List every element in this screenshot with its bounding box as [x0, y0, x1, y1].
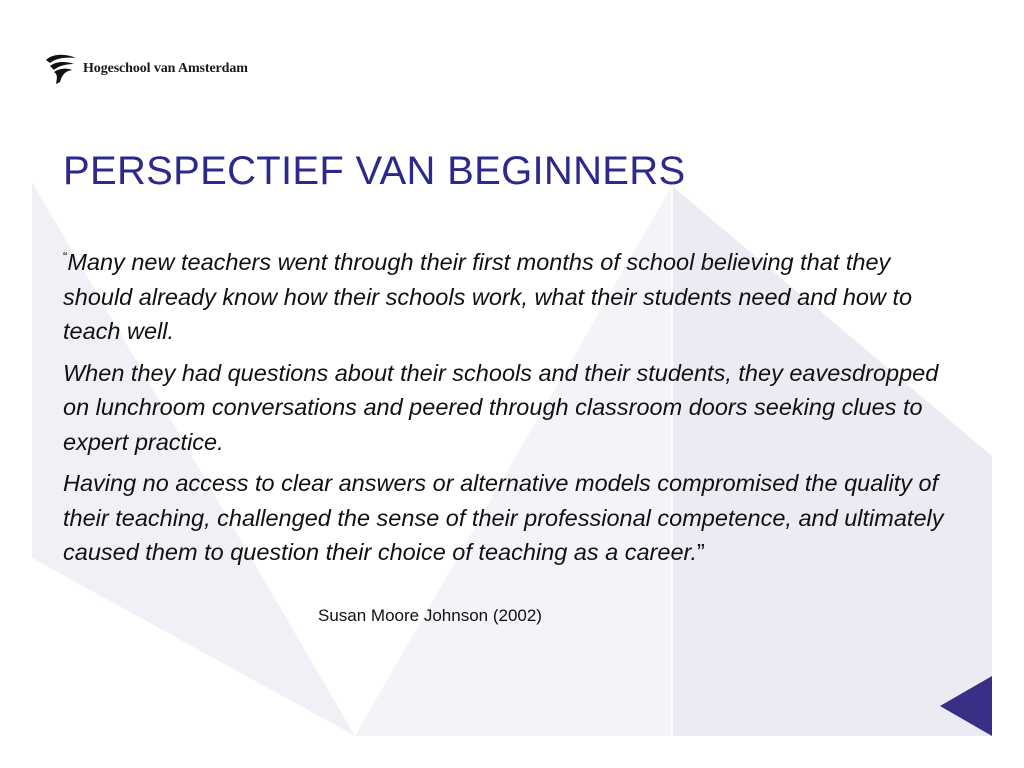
slide-title: PERSPECTIEF VAN BEGINNERS [63, 149, 686, 193]
logo-text: Hogeschool van Amsterdam [83, 61, 248, 76]
quote-paragraph-text: Many new teachers went through their first months of school believing that they should already know how their schools work, what their students need and how to teach well. [63, 249, 913, 344]
quote-paragraph [63, 356, 963, 460]
quote-paragraph [63, 240, 963, 349]
logo [44, 52, 248, 86]
quote-paragraph-text: Having no access to clear answers or alternative models compromised the quality of their teaching, challenged the sense of their professional competence, and ultimately caused them to question their choice of teaching as a career. [63, 470, 944, 565]
corner-triangle-icon [940, 676, 992, 736]
close-quote-mark: ” [697, 539, 705, 565]
hva-swoosh-icon [44, 52, 80, 86]
quote-attribution: Susan Moore Johnson (2002) [318, 606, 542, 625]
quote-block [63, 240, 963, 577]
quote-paragraph [63, 466, 963, 570]
open-quote-mark: “ [63, 249, 68, 264]
quote-paragraph-text: When they had questions about their schools and their students, they eavesdropped on lunchroom conversations and peered through classroom doors seeking clues to expert practice. [63, 359, 939, 455]
